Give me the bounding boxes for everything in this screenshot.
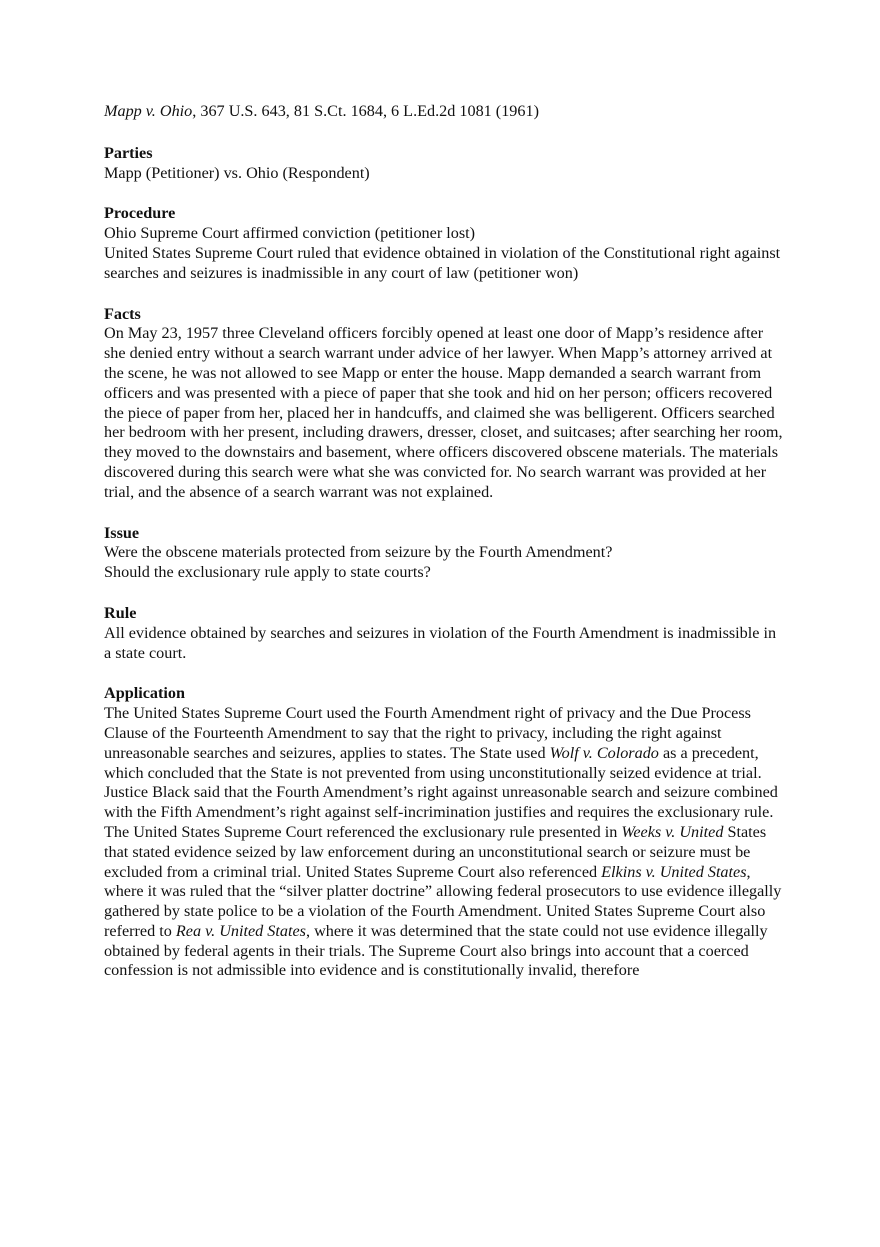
application-text-part-1: The United States Supreme Court used the Fourth Amendment right of privacy and the Due Process Clause of the Fourteenth Amendment to say that the right to privacy, including the right against unreasonable searches and seizures, applies to states. The State used [104,704,751,762]
issue-text: Were the obscene materials protected from seizure by the Fourth Amendment? Should the exclusionary rule apply to state courts? [104,543,613,582]
rule-text: All evidence obtained by searches and seizures in violation of the Fourth Amendment is inadmissible in a state court. [104,623,777,662]
document-page [104,102,784,1002]
case-citation [104,102,784,122]
application-text [104,704,784,981]
procedure-text: Ohio Supreme Court affirmed conviction (petitioner lost) United States Supreme Court ruled that evidence obtained in violation of the Constitutional right against searches and seizures is inadmissible in any court of law (petitioner won) [104,224,781,282]
case-reference: , 367 U.S. 643, 81 S.Ct. 1684, 6 L.Ed.2d 1081 (1961) [192,102,539,120]
case-reference-rea: Rea v. United States [175,921,306,940]
facts-section [104,305,784,503]
facts-heading: Facts [104,304,141,323]
case-reference-wolf: Wolf v. Colorado [549,743,659,762]
case-reference-weeks: Weeks v. United [621,822,724,841]
application-text-part-5: , where it was determined that the state could not use evidence illegally obtained by federal agents in their trials. The Supreme Court also brings into account that a coerced confession is not admissible into evidence and is constitutionally invalid, therefore [104,921,768,980]
parties-section [104,144,784,184]
application-heading: Application [104,684,185,703]
rule-section [104,604,784,663]
issue-section [104,524,784,583]
parties-heading: Parties [104,143,153,162]
facts-text: On May 23, 1957 three Cleveland officers forcibly opened at least one door of Mapp’s residence after she denied entry without a search warrant under advice of her lawyer. When Mapp’s attorney arrived at the scene, he was not allowed to see Mapp or enter the house. Mapp demanded a search warrant from officers and was presented with a piece of paper that she took and hid on her person; officers recovered the piece of paper from her, placed her in handcuffs, and claimed she was belligerent. Officers searched her bedroom with her present, including drawers, dresser, closet, and suitcases; after searching her room, they moved to the downstairs and basement, where officers discovered obscene materials. The materials discovered during this search were what she was convicted for. No search warrant was provided at her trial, and the absence of a search warrant was not explained. [104,324,783,501]
case-name: Mapp v. Ohio [104,102,193,120]
application-text-part-3: States that stated evidence seized by law enforcement during an unconstitutional search or seizure must be excluded from a criminal trial. United States Supreme Court also referenced [104,822,767,881]
issue-heading: Issue [104,523,140,542]
parties-text: Mapp (Petitioner) vs. Ohio (Respondent) [104,163,370,182]
application-text-part-2: as a precedent, which concluded that the State is not prevented from using unconstitutionally seized evidence at trial. Justice Black said that the Fourth Amendment’s right against unreasonable search and seizure combined with the Fifth Amendment’s right against self-incrimination justifies and requires the exclusionary rule. The United States Supreme Court referenced the exclusionary rule presented in [104,743,778,841]
application-section [104,684,784,981]
procedure-section [104,204,784,283]
rule-heading: Rule [104,603,137,622]
case-reference-elkins: Elkins v. United States [601,862,747,881]
procedure-heading: Procedure [104,204,176,223]
application-text-part-4: , where it was ruled that the “silver platter doctrine” allowing federal prosecutors to use evidence illegally gathered by state police to be a violation of the Fourth Amendment. United States Supreme Court also referred to [104,862,782,940]
